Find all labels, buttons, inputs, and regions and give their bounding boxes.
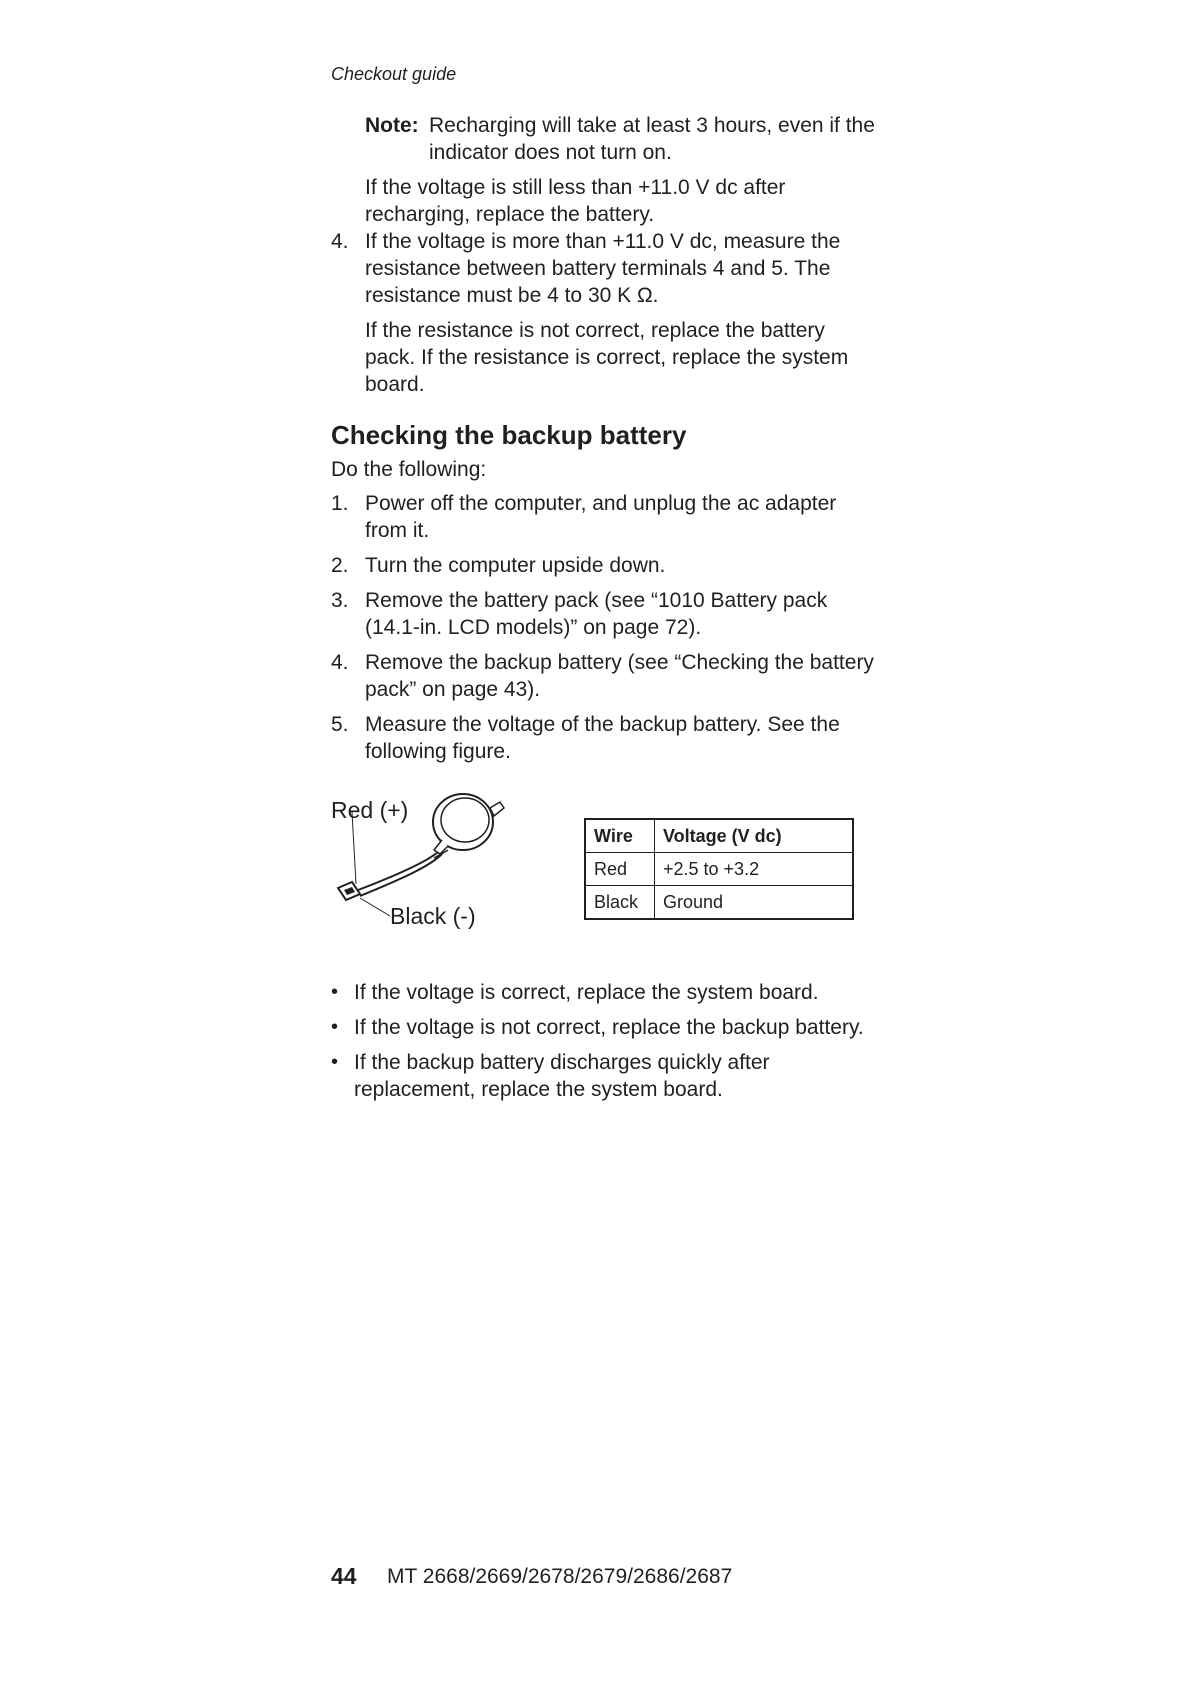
figure-label-black: Black (-) (390, 903, 476, 929)
table-header-row (585, 819, 853, 853)
step-number: 3. (331, 589, 349, 612)
table-cell: Black (585, 886, 655, 920)
para-resistance-line-2: pack. If the resistance is correct, replace the system (365, 346, 849, 369)
step-3-line-2: (14.1-in. LCD models)” on page 72). (365, 616, 702, 639)
table-header-cell: Voltage (V dc) (655, 819, 854, 853)
step-number: 2. (331, 554, 349, 577)
figure-label-red: Red (+) (331, 797, 409, 823)
step-number: 4. (331, 230, 349, 253)
step-4-line-2: pack” on page 43). (365, 678, 541, 701)
section-heading: Checking the backup battery (331, 420, 687, 450)
table-cell: Ground (655, 886, 854, 920)
footer-text: MT 2668/2669/2678/2679/2686/2687 (387, 1565, 733, 1588)
step-1-line-2: from it. (365, 519, 430, 542)
step-4-line-1: Remove the backup battery (see “Checking the battery (365, 651, 874, 674)
step-number: 1. (331, 492, 349, 515)
note-line-1: Recharging will take at least 3 hours, even if the (429, 114, 875, 137)
coin-cell-icon (433, 794, 504, 854)
note-line-2: indicator does not turn on. (429, 141, 672, 164)
step-number: 5. (331, 713, 349, 736)
voltage-table (584, 818, 854, 920)
table-row (585, 853, 853, 886)
note-label: Note: (365, 114, 419, 137)
step4-line-2: resistance between battery terminals 4 and 5. The (365, 257, 831, 280)
bullet-2-line-1: If the voltage is not correct, replace the backup battery. (354, 1016, 864, 1039)
step-5-line-1: Measure the voltage of the backup battery. See the (365, 713, 840, 736)
step-1-line-1: Power off the computer, and unplug the ac adapter (365, 492, 837, 515)
table-cell: Red (585, 853, 655, 886)
step4-line-1: If the voltage is more than +11.0 V dc, measure the (365, 230, 841, 253)
para-voltage-low-line-1: If the voltage is still less than +11.0 V dc after (365, 176, 786, 199)
step-number: 4. (331, 651, 349, 674)
table-row (585, 886, 853, 920)
step-5-line-2: following figure. (365, 740, 511, 763)
table-header-cell: Wire (585, 819, 655, 853)
running-head: Checkout guide (331, 64, 457, 84)
bullet-marker: • (331, 981, 339, 1003)
bullet-3-line-1: If the backup battery discharges quickly after (354, 1051, 770, 1074)
step-2-line-1: Turn the computer upside down. (365, 554, 666, 577)
connector-icon (338, 882, 360, 900)
bullet-marker: • (331, 1016, 339, 1038)
bullet-1-line-1: If the voltage is correct, replace the system board. (354, 981, 819, 1004)
para-resistance-line-3: board. (365, 373, 425, 396)
page-number: 44 (331, 1563, 357, 1589)
bullet-marker: • (331, 1051, 339, 1073)
para-resistance-line-1: If the resistance is not correct, replace the battery (365, 319, 825, 342)
para-voltage-low-line-2: recharging, replace the battery. (365, 203, 655, 226)
table-cell: +2.5 to +3.2 (655, 853, 854, 886)
section-intro: Do the following: (331, 458, 487, 481)
step-3-line-1: Remove the battery pack (see “1010 Battery pack (365, 589, 828, 612)
bullet-3-line-2: replacement, replace the system board. (354, 1078, 723, 1101)
step4-line-3: resistance must be 4 to 30 K Ω. (365, 284, 659, 307)
